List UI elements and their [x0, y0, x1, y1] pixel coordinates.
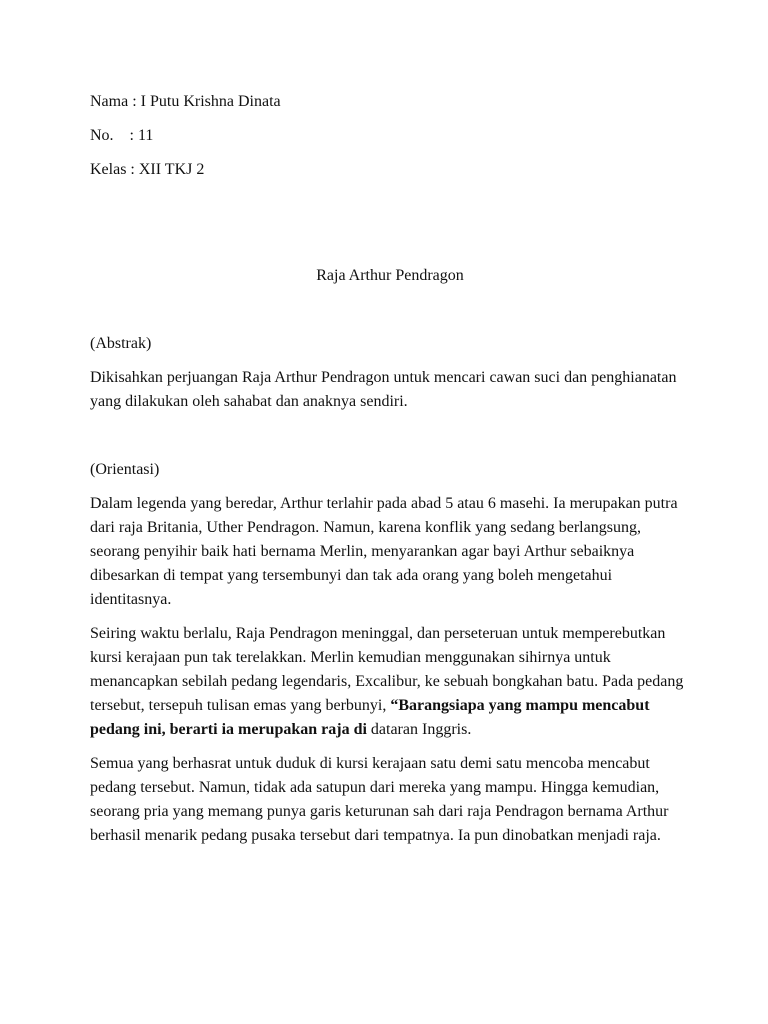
abstrak-paragraph: Dikisahkan perjuangan Raja Arthur Pendragon untuk mencari cawan suci dan penghianatan yang dilakukan oleh sahabat dan anaknya sendiri.: [90, 369, 677, 410]
student-class: Kelas : XII TKJ 2: [90, 161, 205, 178]
abstrak-label: (Abstrak): [90, 335, 152, 352]
paragraph-2-ending: dataran Inggris.: [366, 721, 472, 738]
student-number: No. : 11: [90, 127, 154, 144]
orientasi-label: (Orientasi): [90, 461, 160, 478]
paragraph-2-intro: Seiring waktu berlalu, Raja Pendragon meninggal, dan perseteruan untuk memperebutkan kursi kerajaan pun tak terelakkan. Merlin kemudian menggunakan sihirnya untuk menancapkan sebilah pedang legendaris, Excalibur, ke sebuah bongkahan batu. Pada pedang tersebut, tersepuh tulisan emas yang berbunyi,: [90, 625, 684, 714]
student-name: Nama : I Putu Krishna Dinata: [90, 93, 281, 110]
orientasi-paragraph-1: Dalam legenda yang beredar, Arthur terlahir pada abad 5 atau 6 masehi. Ia merupakan putra dari raja Britania, Uther Pendragon. Namun, karena konflik yang sedang berlangsung, seorang penyihir baik hati bernama Merlin, menyarankan agar bayi Arthur sebaiknya dibesarkan di tempat yang tersembunyi dan tak ada orang yang boleh mengetahui identitasnya.: [90, 495, 678, 608]
document-title: Raja Arthur Pendragon: [316, 267, 464, 284]
orientasi-paragraph-2: [90, 622, 690, 742]
excalibur-inscription-quote: “Barangsiapa yang mampu mencabut pedang ini, berarti ia merupakan raja di: [90, 697, 650, 738]
document-body: [90, 90, 690, 858]
orientasi-paragraph-3: Semua yang berhasrat untuk duduk di kursi kerajaan satu demi satu mencoba mencabut pedang tersebut. Namun, tidak ada satupun dari mereka yang mampu. Hingga kemudian, seorang pria yang memang punya garis keturunan sah dari raja Pendragon bernama Arthur berhasil menarik pedang pusaka tersebut dari tempatnya. Ia pun dinobatkan menjadi raja.: [90, 755, 669, 844]
